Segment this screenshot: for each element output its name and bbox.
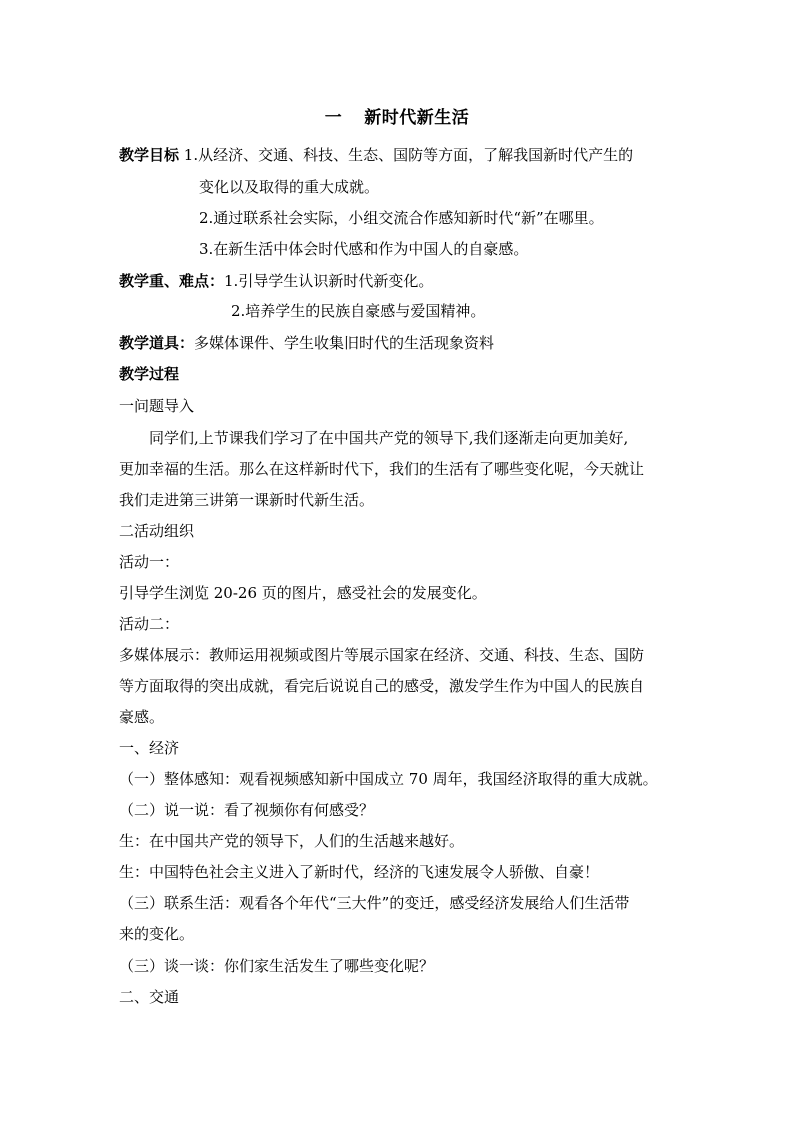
keypoints-line-1 [119, 266, 433, 296]
paragraph-line: 等方面取得的突出成就，看完后说说自己的感受，激发学生作为中国人的民族自 [119, 677, 645, 695]
section-heading: 二活动组织 [119, 522, 195, 540]
paragraph-line: 豪感。 [119, 708, 165, 726]
objective-item-1-cont: 变化以及取得的重大成就。 [199, 178, 380, 196]
tools-text: 多媒体课件、学生收集旧时代的生活现象资料 [194, 334, 495, 352]
tools-line [119, 328, 494, 358]
paragraph-line: 引导学生浏览 20-26 页的图片，感受社会的发展变化。 [119, 584, 487, 602]
objectives-label: 教学目标 [119, 146, 180, 164]
process-heading: 教学过程 [119, 365, 180, 383]
section-heading: 一问题导入 [119, 397, 195, 415]
section-heading: 二、交通 [119, 988, 180, 1006]
objectives-line-1 [119, 140, 633, 170]
keypoint-item-1: 1.引导学生认识新时代新变化。 [224, 272, 434, 290]
paragraph-line: 我们走进第三讲第一课新时代新生活。 [119, 491, 375, 509]
paragraph-line: （一）整体感知：观看视频感知新中国成立 70 周年，我国经济取得的重大成就。 [119, 770, 658, 788]
objective-item-1: 1.从经济、交通、科技、生态、国防等方面，了解我国新时代产生的 [183, 146, 634, 164]
document-title [0, 103, 794, 133]
tools-label: 教学道具： [119, 334, 195, 352]
keypoints-label: 教学重、难点： [119, 272, 225, 290]
activity-label: 活动一： [119, 553, 180, 571]
paragraph-line: 生：在中国共产党的领导下，人们的生活越来越好。 [119, 832, 465, 850]
paragraph-line: 生：中国特色社会主义进入了新时代，经济的飞速发展令人骄傲、自豪！ [119, 863, 600, 881]
title-number: 一 [324, 108, 343, 128]
paragraph-line: 多媒体展示：教师运用视频或图片等展示国家在经济、交通、科技、生态、国防 [119, 646, 645, 664]
paragraph-line: （三）谈一谈：你们家生活发生了哪些变化呢？ [119, 957, 435, 975]
paragraph-line: 来的变化。 [119, 925, 195, 943]
activity-label: 活动二： [119, 615, 180, 633]
paragraph-line: 更加幸福的生活。那么在这样新时代下，我们的生活有了哪些变化呢，今天就让 [119, 460, 645, 478]
paragraph-line: 同学们,上节课我们学习了在中国共产党的领导下,我们逐渐走向更加美好, [149, 429, 629, 447]
title-text: 新时代新生活 [364, 108, 470, 128]
paragraph-line: （二）说一说：看了视频你有何感受？ [119, 801, 375, 819]
paragraph-line: （三）联系生活：观看各个年代“三大件”的变迁，感受经济发展给人们生活带 [119, 894, 630, 912]
section-heading: 一、经济 [119, 739, 180, 757]
objective-item-3: 3.在新生活中体会时代感和作为中国人的自豪感。 [199, 240, 529, 258]
objective-item-2: 2.通过联系社会实际，小组交流合作感知新时代“新”在哪里。 [199, 209, 604, 227]
keypoint-item-2: 2.培养学生的民族自豪感与爱国精神。 [231, 302, 486, 320]
